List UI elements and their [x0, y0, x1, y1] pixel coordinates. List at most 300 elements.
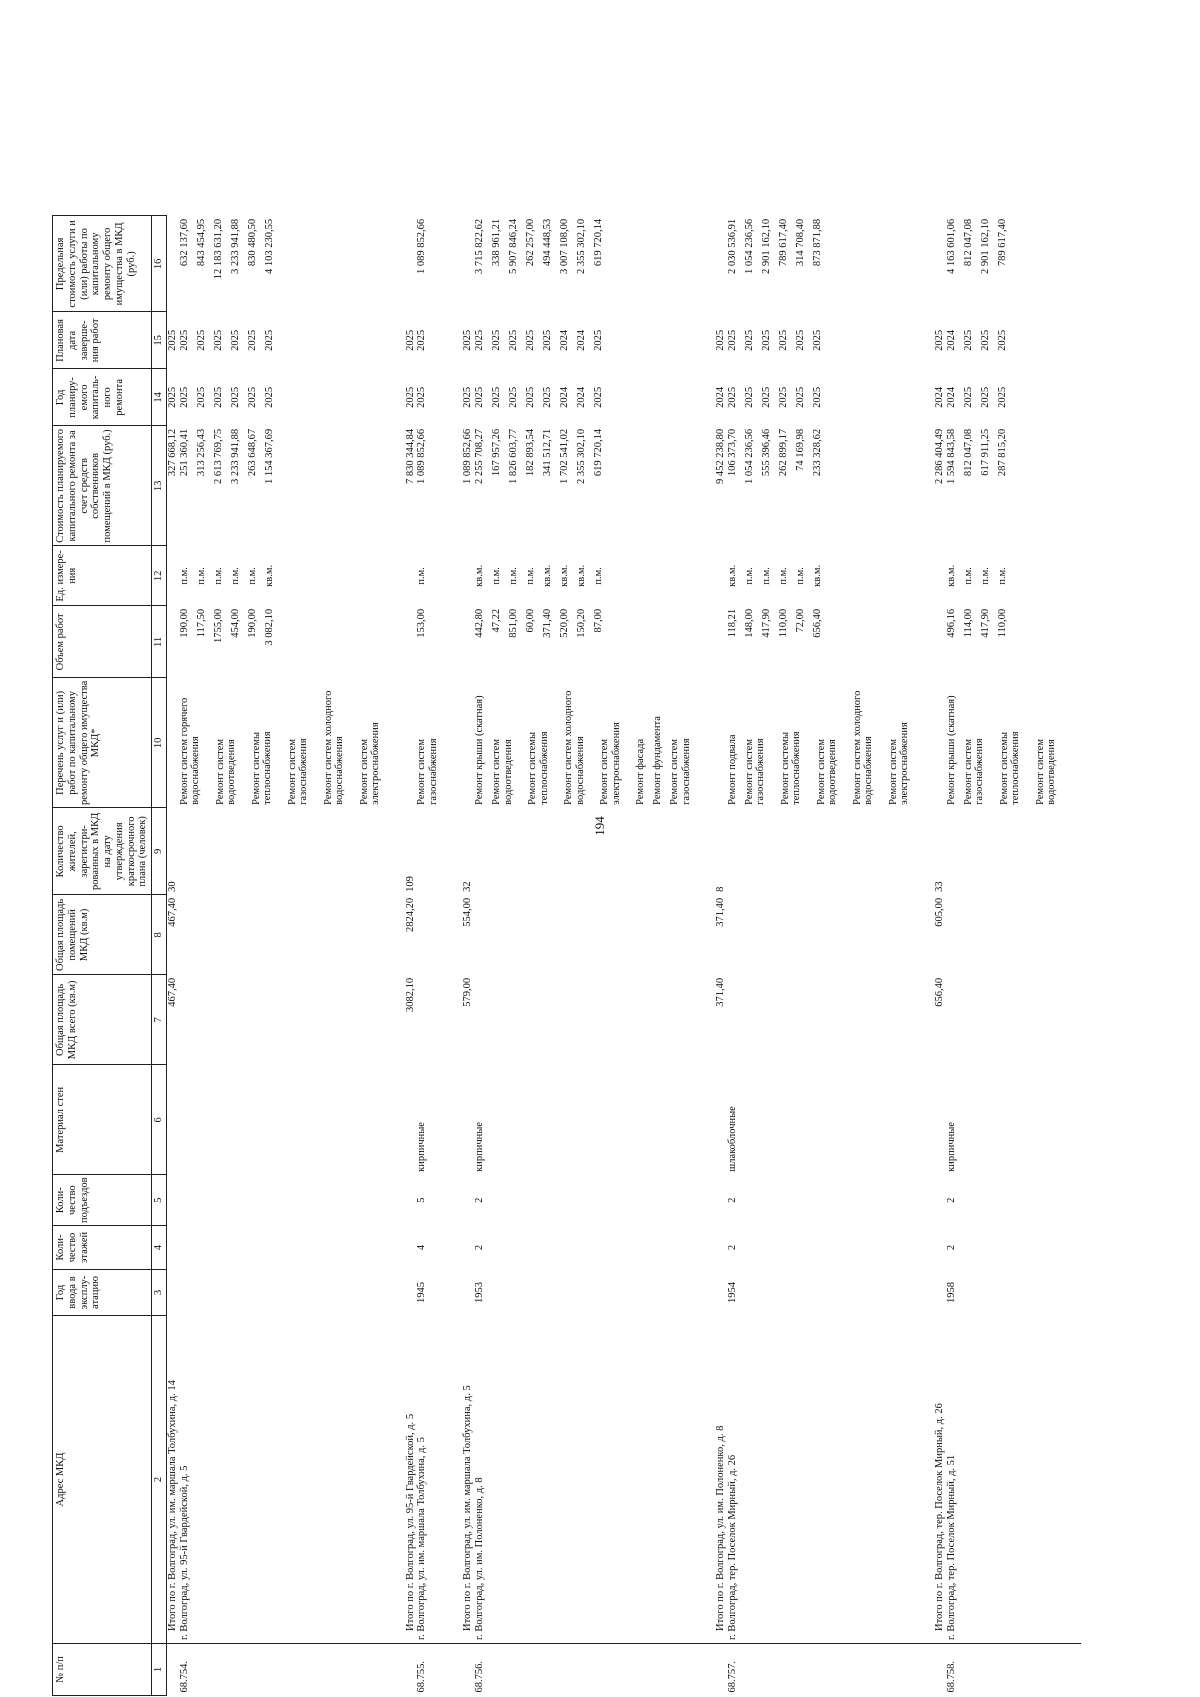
work-limit-cost: 789 617,40 [777, 218, 789, 267]
works-column [416, 606, 452, 678]
house-address: г. Волгоград, ул. им. маршала Толбухина, д. 5 [416, 1437, 428, 1640]
empty-cell [934, 1226, 946, 1270]
work-cost: 263 648,67 [246, 428, 258, 477]
work-limit-cost: 4 163 601,06 [945, 218, 957, 274]
empty-cell [405, 216, 417, 312]
empty-cell [934, 1175, 946, 1226]
rotated-page [52, 40, 1200, 1696]
work-end-date: 2025 [212, 329, 224, 351]
work-unit: п.м. [593, 567, 604, 585]
empty-cell [416, 808, 452, 895]
work-volume: 114,00 [962, 608, 974, 638]
empty-cell [395, 678, 405, 808]
work-volume: 150,20 [576, 608, 587, 638]
work-end-date: 2025 [195, 329, 207, 351]
empty-cell [705, 975, 715, 1065]
empty-cell [474, 808, 705, 895]
works-column [727, 426, 924, 546]
work-unit: кв.м. [559, 564, 570, 587]
house-address: г. Волгоград, ул. им. Полоненко, д. 8 [474, 1477, 485, 1640]
work-cost: 617 911,25 [979, 428, 991, 476]
empty-cell [1071, 216, 1081, 312]
house-address: г. Волгоград, тер. Поселок Мирный, д. 51 [945, 1454, 957, 1640]
work-cost: 3 233 941,88 [229, 428, 241, 484]
empty-cell [452, 426, 462, 546]
column-number: 2 [152, 1316, 167, 1644]
work-unit: п.м. [996, 567, 1008, 585]
wall-material: кирпичные [416, 1122, 428, 1172]
empty-cell [166, 546, 178, 606]
spacer-row [705, 216, 715, 1696]
total-end-date: 2025 [404, 329, 416, 351]
header-cell: Ед. измере-ния [53, 546, 152, 606]
empty-cell [452, 1644, 462, 1696]
total-residents: 8 [715, 886, 726, 892]
floors-count: 2 [945, 1244, 957, 1251]
empty-cell [705, 1644, 715, 1696]
work-unit: п.м. [760, 567, 772, 585]
empty-cell [1071, 1270, 1081, 1316]
empty-cell [715, 1644, 727, 1696]
work-unit: кв.м. [811, 564, 823, 587]
work-volume: 1755,00 [212, 608, 224, 643]
works-column [474, 546, 705, 606]
work-name: Ремонт системы теплоснабжения [998, 731, 1022, 805]
work-unit: п.м. [229, 567, 241, 585]
works-column [179, 216, 395, 312]
work-year: 2025 [508, 386, 519, 408]
works-column [946, 546, 1071, 606]
column-number: 11 [152, 606, 167, 678]
empty-cell [1071, 312, 1081, 369]
work-volume: 454,00 [229, 608, 241, 638]
work-limit-cost: 2 901 162,10 [760, 218, 772, 274]
column-number: 9 [152, 808, 167, 895]
header-cell: Коли-чество этажей [53, 1226, 152, 1270]
total-year: 2025 [166, 386, 178, 408]
work-name: Ремонт систем водоотведения [214, 738, 238, 805]
empty-cell [1071, 808, 1081, 895]
empty-cell [924, 1270, 934, 1316]
total-residents: 109 [404, 876, 416, 892]
header-cell: Год ввода в эксплу-атацию [53, 1270, 152, 1316]
work-limit-cost: 4 103 230,55 [263, 218, 275, 274]
work-cost: 1 154 367,69 [263, 428, 275, 484]
work-name: Ремонт систем газоснабжения [962, 738, 986, 805]
works-column [179, 369, 395, 426]
empty-cell [924, 1644, 934, 1696]
house-row [474, 216, 705, 1696]
empty-cell [924, 975, 934, 1065]
work-cost: 2 255 708,27 [474, 428, 485, 484]
work-unit: п.м. [743, 567, 755, 585]
work-limit-cost: 873 871,88 [811, 218, 823, 267]
works-column [946, 312, 1071, 369]
total-cost: 327 668,12 [166, 428, 178, 477]
empty-cell [179, 895, 395, 975]
empty-cell [452, 1226, 462, 1270]
work-cost: 2 613 769,75 [212, 428, 224, 484]
works-column [474, 369, 705, 426]
column-number: 14 [152, 369, 167, 426]
work-cost: 1 826 603,77 [508, 428, 519, 484]
work-cost: 182 893,54 [525, 428, 536, 477]
total-row [462, 216, 474, 1696]
work-unit: п.м. [246, 567, 258, 585]
work-unit: кв.м. [945, 564, 957, 587]
work-end-date: 2024 [559, 329, 570, 351]
year-built: 1953 [474, 1282, 485, 1303]
works-column [416, 369, 452, 426]
empty-cell [924, 1316, 934, 1644]
empty-cell [395, 895, 405, 975]
total-residents: 32 [462, 881, 474, 892]
empty-cell [462, 1175, 474, 1226]
empty-cell [452, 606, 462, 678]
empty-cell [1071, 1226, 1081, 1270]
empty-cell [462, 606, 474, 678]
empty-cell [166, 216, 178, 312]
empty-cell [924, 1065, 934, 1175]
empty-cell [946, 808, 1071, 895]
empty-cell [727, 895, 924, 975]
empty-cell [705, 426, 715, 546]
empty-cell [405, 1065, 417, 1175]
work-volume: 520,00 [559, 608, 570, 638]
total-area: 371,40 [715, 977, 726, 1007]
work-volume: 118,21 [726, 608, 738, 638]
total-cost: 9 452 238,80 [715, 428, 726, 484]
work-limit-cost: 1 089 852,66 [416, 218, 428, 274]
column-number: 4 [152, 1226, 167, 1270]
total-row [715, 216, 727, 1696]
empty-cell [166, 1226, 178, 1270]
work-end-date: 2025 [542, 329, 553, 351]
table-body [166, 216, 1080, 1696]
empty-cell [462, 1270, 474, 1316]
total-rooms-area: 371,40 [715, 897, 726, 927]
work-volume: 851,00 [508, 608, 519, 638]
work-year: 2025 [726, 386, 738, 408]
empty-cell [462, 1065, 474, 1175]
empty-cell [395, 426, 405, 546]
work-volume: 417,90 [760, 608, 772, 638]
total-end-date: 2025 [462, 329, 474, 351]
works-column [946, 216, 1071, 312]
work-name: Ремонт систем газоснабжения [416, 738, 439, 805]
work-year: 2025 [474, 386, 485, 408]
total-rooms-area: 554,00 [462, 897, 474, 927]
work-volume: 190,00 [178, 608, 190, 638]
empty-cell [166, 1644, 178, 1696]
work-name: Ремонт систем холодного водоснабжения [563, 690, 586, 805]
works-column [727, 216, 924, 312]
total-area: 3082,10 [404, 977, 416, 1012]
empty-cell [1071, 895, 1081, 975]
house-row [727, 216, 924, 1696]
header-cell: Стоимость планируемого капитального ремонта за счет средств собственников помещений в МКД (руб.) [53, 426, 152, 546]
works-column [946, 369, 1071, 426]
work-cost: 167 957,26 [491, 428, 502, 477]
work-year: 2025 [263, 386, 275, 408]
empty-cell [405, 678, 417, 808]
empty-cell [705, 312, 715, 369]
works-column [179, 678, 395, 808]
work-name: Ремонт систем электроснабжения [358, 722, 382, 805]
work-end-date: 2025 [726, 329, 738, 351]
work-unit: кв.м. [474, 564, 485, 587]
empty-cell [452, 895, 462, 975]
empty-cell [405, 1226, 417, 1270]
total-area: 656,40 [933, 977, 945, 1007]
empty-cell [405, 1175, 417, 1226]
work-volume: 110,00 [996, 608, 1008, 638]
work-end-date: 2025 [491, 329, 502, 351]
column-number: 12 [152, 546, 167, 606]
work-end-date: 2025 [593, 329, 604, 351]
work-year: 2025 [195, 386, 207, 408]
work-cost: 1 089 852,66 [416, 428, 428, 484]
page-number: 194 [592, 816, 607, 836]
work-unit: кв.м. [263, 564, 275, 587]
total-rooms-area: 2824,20 [404, 897, 416, 932]
empty-cell [416, 975, 452, 1065]
work-year: 2025 [416, 386, 428, 408]
total-end-date: 2025 [166, 329, 178, 351]
header-cell: Общая площадь МКД всего (кв.м) [53, 975, 152, 1065]
work-name: Ремонт системы теплоснабжения [250, 731, 274, 805]
header-cell: Количество жителей, зарегистри-рованных в МКД на дату утверждения краткосрочного плана (человек) [53, 808, 152, 895]
work-volume: 87,00 [593, 608, 604, 633]
empty-cell [395, 808, 405, 895]
empty-cell [705, 546, 715, 606]
empty-cell [934, 678, 946, 808]
empty-cell [727, 975, 924, 1065]
entrances-count: 2 [474, 1197, 485, 1203]
total-label: Итого по г. Волгоград, ул. им. маршала Толбухина, д. 5 [462, 1385, 474, 1631]
empty-cell [946, 975, 1071, 1065]
header-cell: Коли-чество подъездов [53, 1175, 152, 1226]
works-column [727, 312, 924, 369]
work-cost: 812 047,08 [962, 428, 974, 477]
house-row [179, 216, 395, 1696]
work-cost: 74 169,98 [794, 428, 806, 471]
house-address: г. Волгоград, ул. 95-й Гвардейской, д. 5 [178, 1465, 190, 1640]
work-end-date: 2025 [474, 329, 485, 351]
entrances-count: 5 [416, 1197, 428, 1203]
empty-cell [705, 606, 715, 678]
works-column [474, 426, 705, 546]
work-end-date: 2025 [794, 329, 806, 351]
work-unit: п.м. [962, 567, 974, 585]
column-number: 8 [152, 895, 167, 975]
total-end-date: 2025 [715, 329, 726, 351]
total-row [166, 216, 178, 1696]
empty-cell [462, 546, 474, 606]
work-name: Ремонт фасада [635, 738, 646, 805]
work-end-date: 2025 [525, 329, 536, 351]
empty-cell [416, 895, 452, 975]
work-cost: 251 360,41 [178, 428, 190, 477]
column-number: 15 [152, 312, 167, 369]
work-unit: п.м. [416, 567, 428, 585]
floors-count [179, 1226, 395, 1270]
work-unit: п.м. [794, 567, 806, 585]
entrances-count [179, 1175, 395, 1226]
work-volume: 60,00 [525, 608, 536, 633]
column-number: 1 [152, 1644, 167, 1696]
wall-material: кирпичные [474, 1122, 485, 1172]
header-row [53, 216, 152, 1696]
work-unit: кв.м. [542, 564, 553, 587]
works-column [179, 546, 395, 606]
work-limit-cost: 812 047,08 [962, 218, 974, 267]
empty-cell [462, 216, 474, 312]
spacer-row [452, 216, 462, 1696]
empty-cell [166, 1065, 178, 1175]
empty-cell [474, 895, 705, 975]
empty-cell [452, 1316, 462, 1644]
empty-cell [705, 808, 715, 895]
work-limit-cost: 3 007 108,00 [559, 218, 570, 274]
work-name: Ремонт систем электроснабжения [599, 722, 622, 805]
empty-cell [452, 546, 462, 606]
floors-count: 2 [726, 1244, 738, 1251]
work-volume: 47,22 [491, 608, 502, 633]
empty-cell [1071, 369, 1081, 426]
header-cell: Предельная стоимость услуги и (или) работы по капитальному ремонту общего имущества в МКД (руб.) [53, 216, 152, 312]
work-limit-cost: 830 480,50 [246, 218, 258, 267]
empty-cell [474, 975, 705, 1065]
work-unit: п.м. [777, 567, 789, 585]
work-name: Ремонт систем электроснабжения [887, 722, 911, 805]
empty-cell [924, 216, 934, 312]
work-end-date: 2025 [777, 329, 789, 351]
year-built [179, 1270, 395, 1316]
total-end-date: 2025 [933, 329, 945, 351]
header-cell: Год планиру-емого капиталь-ного ремонта [53, 369, 152, 426]
work-year: 2025 [491, 386, 502, 408]
works-column [474, 606, 705, 678]
house-number: 68.755. [416, 1644, 452, 1696]
empty-cell [395, 1270, 405, 1316]
empty-cell [705, 1316, 715, 1644]
empty-cell [924, 546, 934, 606]
works-column [474, 678, 705, 808]
works-column [416, 678, 452, 808]
total-label: Итого по г. Волгоград, ул. им. маршала Толбухина, д. 14 [166, 1380, 178, 1631]
column-number: 6 [152, 1065, 167, 1175]
empty-cell [462, 1644, 474, 1696]
work-cost: 2 355 302,10 [576, 428, 587, 484]
empty-cell [924, 369, 934, 426]
empty-cell [1071, 606, 1081, 678]
work-year: 2024 [945, 386, 957, 408]
house-row [416, 216, 452, 1696]
empty-cell [166, 1175, 178, 1226]
empty-cell [924, 312, 934, 369]
column-number: 10 [152, 678, 167, 808]
total-residents: 30 [166, 881, 178, 892]
work-volume: 442,80 [474, 608, 485, 638]
work-name: Ремонт систем холодного водоснабжения [322, 690, 346, 805]
work-end-date: 2025 [996, 329, 1008, 351]
work-name: Ремонт систем горячего водоснабжения [178, 697, 202, 805]
work-cost: 262 899,17 [777, 428, 789, 477]
house-number: 68.756. [474, 1644, 705, 1696]
empty-cell [395, 369, 405, 426]
empty-cell [1071, 426, 1081, 546]
header-cell: Плановая дата заверше-ния работ [53, 312, 152, 369]
empty-cell [452, 1175, 462, 1226]
empty-cell [395, 1065, 405, 1175]
work-unit: п.м. [508, 567, 519, 585]
empty-cell [924, 606, 934, 678]
work-name: Ремонт систем газоснабжения [743, 738, 767, 805]
works-column [946, 678, 1071, 808]
empty-cell [166, 1270, 178, 1316]
empty-cell [452, 312, 462, 369]
empty-cell [1071, 678, 1081, 808]
work-end-date: 2025 [178, 329, 190, 351]
work-limit-cost: 12 183 631,20 [212, 218, 224, 280]
total-year: 2024 [933, 386, 945, 408]
header-cell: Объем работ [53, 606, 152, 678]
work-limit-cost: 789 617,40 [996, 218, 1008, 267]
empty-cell [405, 1644, 417, 1696]
work-year: 2025 [542, 386, 553, 408]
work-year: 2025 [525, 386, 536, 408]
work-volume: 371,40 [542, 608, 553, 638]
house-address: г. Волгоград, тер. Поселок Мирный, д. 26 [726, 1454, 738, 1640]
column-number: 16 [152, 216, 167, 312]
year-built: 1945 [416, 1282, 428, 1303]
empty-cell [405, 1270, 417, 1316]
empty-cell [715, 1270, 727, 1316]
empty-cell [179, 975, 395, 1065]
work-cost: 1 702 541,02 [559, 428, 570, 484]
work-unit: п.м. [525, 567, 536, 585]
header-cell: Перечень услуг и (или) работ по капитальному ремонту общего имущества МКД* [53, 678, 152, 808]
total-year: 2024 [715, 386, 726, 408]
total-year: 2025 [462, 386, 474, 408]
empty-cell [395, 312, 405, 369]
empty-cell [934, 1065, 946, 1175]
header-cell: № п/п [53, 1644, 152, 1696]
spacer-row [395, 216, 405, 1696]
work-name: Ремонт систем газоснабжения [286, 738, 310, 805]
work-name: Ремонт крыши (скатная) [945, 695, 957, 805]
work-cost: 106 373,70 [726, 428, 738, 477]
column-number: 5 [152, 1175, 167, 1226]
work-volume: 3 082,10 [263, 608, 275, 646]
work-year: 2025 [212, 386, 224, 408]
empty-cell [1071, 975, 1081, 1065]
wall-material [179, 1065, 395, 1175]
work-unit: кв.м. [726, 564, 738, 587]
empty-cell [715, 1175, 727, 1226]
work-end-date: 2025 [508, 329, 519, 351]
work-unit: п.м. [212, 567, 224, 585]
work-name: Ремонт систем водоотведения [1034, 738, 1058, 805]
work-year: 2024 [559, 386, 570, 408]
work-end-date: 2025 [979, 329, 991, 351]
work-year: 2025 [794, 386, 806, 408]
column-number: 3 [152, 1270, 167, 1316]
works-column [416, 546, 452, 606]
work-limit-cost: 338 961,21 [491, 218, 502, 267]
work-cost: 313 256,43 [195, 428, 207, 477]
